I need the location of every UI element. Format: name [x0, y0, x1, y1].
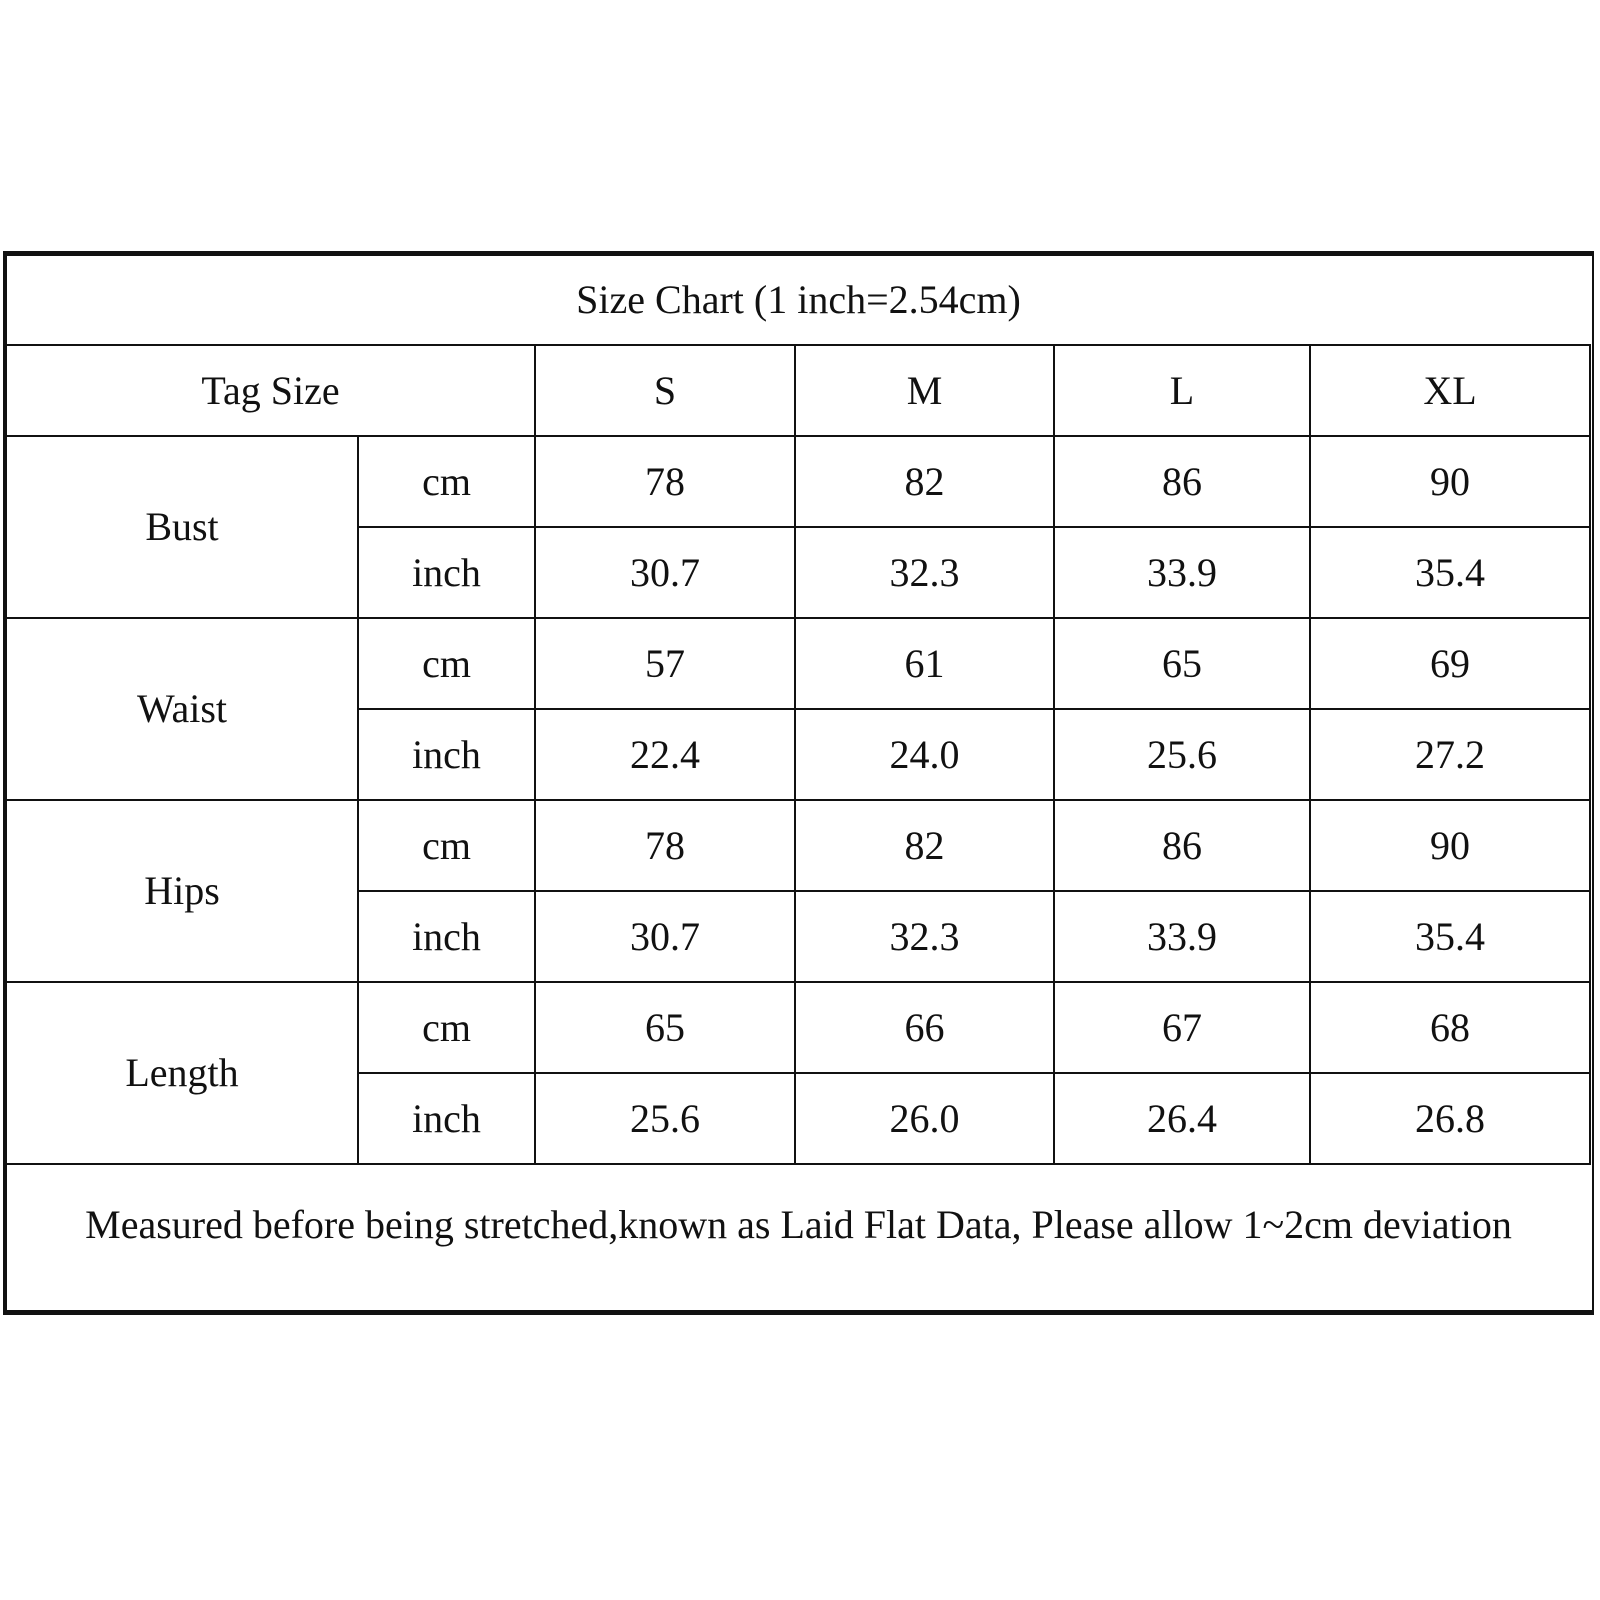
unit-label: cm	[358, 800, 535, 891]
table-cell: 66	[795, 982, 1054, 1073]
table-row	[7, 436, 1590, 527]
table-cell: 82	[795, 436, 1054, 527]
table-cell: 78	[535, 800, 795, 891]
measurement-label-hips: Hips	[7, 800, 358, 982]
size-header-l: L	[1054, 345, 1310, 436]
table-cell: 86	[1054, 436, 1310, 527]
size-header-s: S	[535, 345, 795, 436]
table-row	[7, 982, 1590, 1073]
table-cell: 30.7	[535, 891, 795, 982]
table-cell: 32.3	[795, 527, 1054, 618]
table-cell: 67	[1054, 982, 1310, 1073]
table-cell: 69	[1310, 618, 1590, 709]
unit-label: inch	[358, 1073, 535, 1164]
measurement-label-bust: Bust	[7, 436, 358, 618]
table-cell: 90	[1310, 436, 1590, 527]
chart-title: Size Chart (1 inch=2.54cm)	[7, 256, 1590, 345]
table-cell: 35.4	[1310, 527, 1590, 618]
table-cell: 25.6	[535, 1073, 795, 1164]
note-row	[7, 1164, 1590, 1285]
table-row	[7, 618, 1590, 709]
table-cell: 82	[795, 800, 1054, 891]
unit-label: cm	[358, 618, 535, 709]
measurement-label-waist: Waist	[7, 618, 358, 800]
table-cell: 65	[535, 982, 795, 1073]
table-cell: 30.7	[535, 527, 795, 618]
table-cell: 61	[795, 618, 1054, 709]
table-cell: 90	[1310, 800, 1590, 891]
unit-label: cm	[358, 436, 535, 527]
table-cell: 22.4	[535, 709, 795, 800]
table-cell: 35.4	[1310, 891, 1590, 982]
unit-label: inch	[358, 709, 535, 800]
table-cell: 26.4	[1054, 1073, 1310, 1164]
table-cell: 26.8	[1310, 1073, 1590, 1164]
title-row	[7, 256, 1590, 345]
table-row	[7, 800, 1590, 891]
table-cell: 33.9	[1054, 527, 1310, 618]
table-cell: 33.9	[1054, 891, 1310, 982]
table-cell: 26.0	[795, 1073, 1054, 1164]
unit-label: cm	[358, 982, 535, 1073]
unit-label: inch	[358, 891, 535, 982]
table-cell: 78	[535, 436, 795, 527]
unit-label: inch	[358, 527, 535, 618]
measurement-note: Measured before being stretched,known as Laid Flat Data, Please allow 1~2cm deviation	[7, 1164, 1590, 1285]
tag-size-label: Tag Size	[7, 345, 535, 436]
size-table	[7, 256, 1591, 1285]
size-header-row	[7, 345, 1590, 436]
size-chart	[3, 251, 1594, 1315]
table-cell: 68	[1310, 982, 1590, 1073]
size-header-xl: XL	[1310, 345, 1590, 436]
measurement-label-length: Length	[7, 982, 358, 1164]
table-cell: 32.3	[795, 891, 1054, 982]
table-cell: 24.0	[795, 709, 1054, 800]
size-header-m: M	[795, 345, 1054, 436]
table-cell: 65	[1054, 618, 1310, 709]
table-cell: 25.6	[1054, 709, 1310, 800]
table-cell: 86	[1054, 800, 1310, 891]
table-cell: 27.2	[1310, 709, 1590, 800]
table-cell: 57	[535, 618, 795, 709]
